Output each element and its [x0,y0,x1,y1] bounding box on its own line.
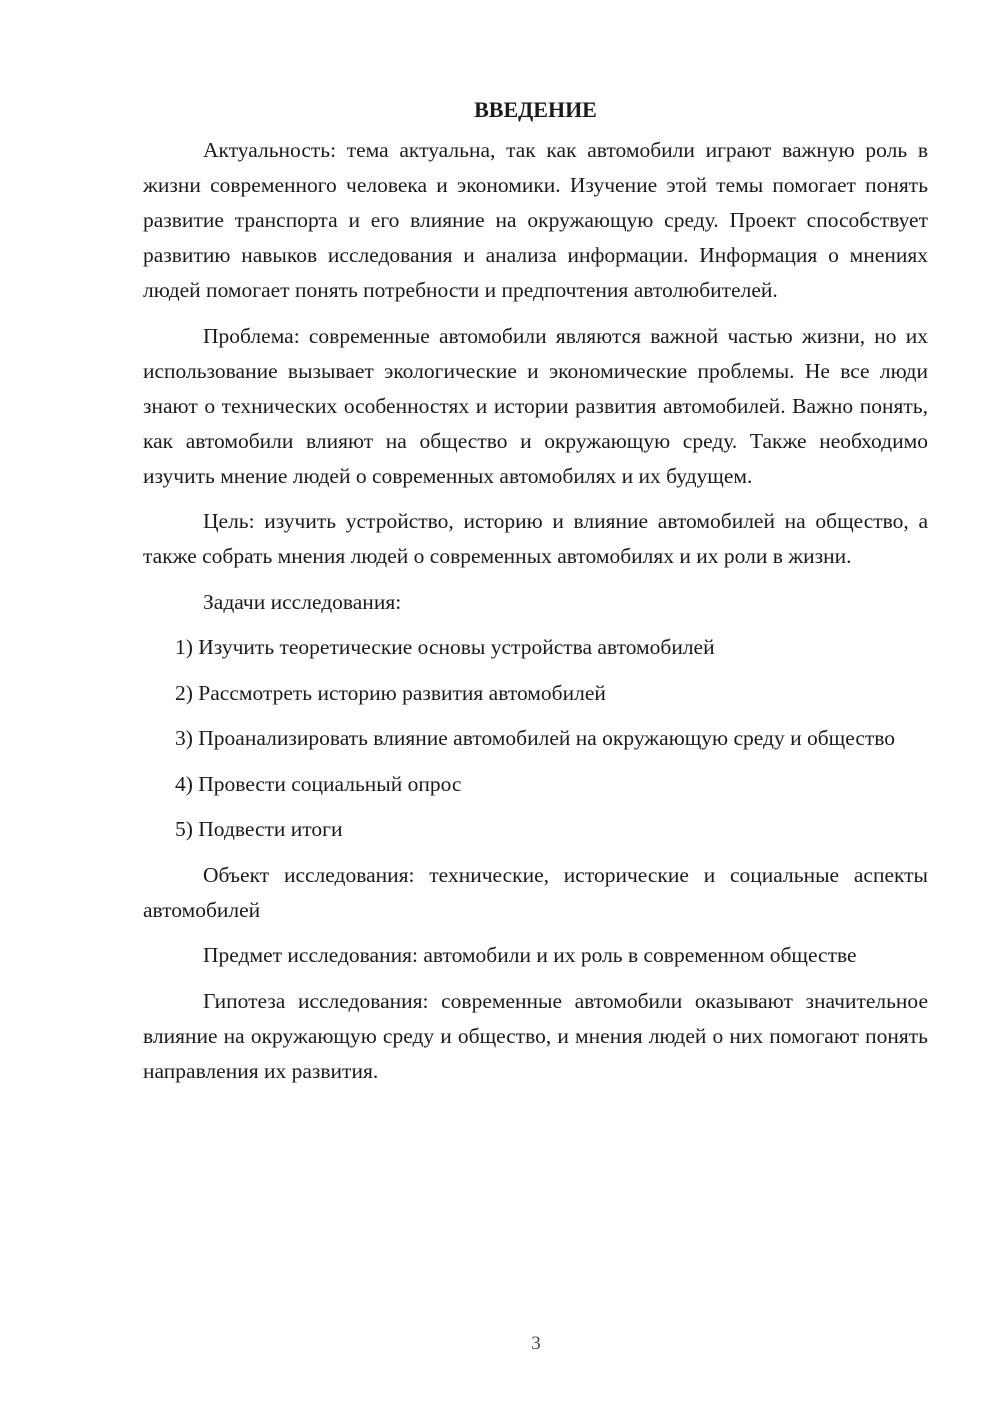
goal-paragraph: Цель: изучить устройство, историю и влияние автомобилей на общество, а также собрать мнения людей о современных автомобилях и их роли в жизни. [143,509,928,568]
list-item: 4) Провести социальный опрос [175,771,462,796]
object-paragraph: Объект исследования: технические, исторические и социальные аспекты автомобилей [143,862,928,922]
list-item: 5) Подвести итоги [175,817,343,841]
tasks-heading: Задачи исследования: [203,589,402,614]
list-item: 1) Изучить теоретические основы устройства автомобилей [175,635,715,659]
tasks-list [143,630,928,847]
document-page [143,92,928,1099]
hypothesis-paragraph: Гипотеза исследования: современные автомобили оказывают значительное влияние на окружающую среду и общество, и мнения людей о них помогают понять направления их развития. [143,988,928,1083]
list-item: 3) Проанализировать влияние автомобилей на окружающую среду и общество [175,726,896,750]
problem-paragraph: Проблема: современные автомобили являются важной частью жизни, но их использование вызывает экологические и экономические проблемы. Не все люди знают о технических особенностях и истории развития автомобилей. Важно понять, как автомобили влияют на общество и окружающую среду. Также необходимо изучить мнение людей о современных автомобилях и их будущем. [143,323,928,488]
relevance-paragraph: Актуальность: тема актуальна, так как автомобили играют важную роль в жизни современного человека и экономики. Изучение этой темы помогает понять развитие транспорта и его влияние на окружающую среду. Проект способствует развитию навыков исследования и анализа информации. Информация о мнениях людей помогает понять потребности и предпочтения автолюбителей. [143,138,928,302]
list-item: 2) Рассмотреть историю развития автомобилей [175,680,606,705]
page-number: 3 [531,1333,541,1354]
subject-paragraph: Предмет исследования: автомобили и их роль в современном обществе [203,943,857,967]
section-title: ВВЕДЕНИЕ [474,97,597,122]
